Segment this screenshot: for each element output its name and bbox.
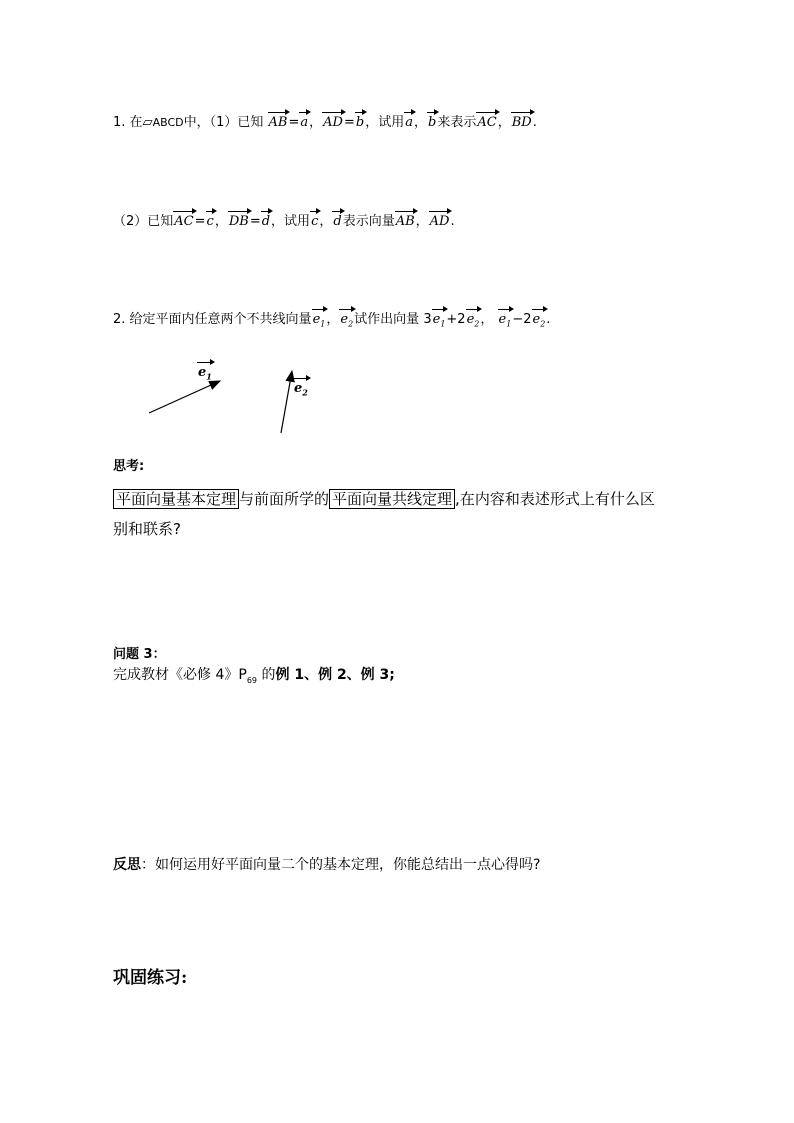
vector-AD: AD xyxy=(429,212,451,232)
problem-3-heading: 问题 3： xyxy=(113,647,166,662)
vector-c: c xyxy=(310,212,319,232)
vector-e2: $e_2$ xyxy=(339,310,354,335)
consolidation-heading: 巩固练习: xyxy=(113,968,188,988)
reflection: 反思：如何运用好平面向量二个的基本定理，你能总结出一点心得吗? xyxy=(113,857,541,873)
question-number: 1. xyxy=(113,115,126,130)
question-2: 2. 给定平面内任意两个不共线向量$e_1$，$e_2$试作出向量 $3e_1+2e_2$， $e_1-2e_2$. xyxy=(113,310,550,335)
vector-AD: AD xyxy=(322,113,344,133)
boxed-term: 平面向量共线定理 xyxy=(329,489,455,509)
figure-label-e2: $e_2$ xyxy=(293,379,309,403)
think-heading: 思考: xyxy=(113,459,145,474)
question-1: 1. 在▱ABCD中，（1）已知 AB=a，AD=b，试用a，b来表示AC，BD. xyxy=(113,113,537,133)
vector-c: c xyxy=(206,212,215,232)
vector-a: a xyxy=(404,113,414,133)
vector-a: a xyxy=(299,113,309,133)
vector-AB: AB xyxy=(395,212,416,232)
vector-d: d xyxy=(332,212,342,232)
vector-e1: $e_1$ xyxy=(312,310,327,335)
vector-e1: $e_1$ xyxy=(498,310,513,335)
figure-label-e1: $e_1$ xyxy=(197,363,213,387)
vector-figure xyxy=(140,358,340,438)
vector-AC: AC xyxy=(173,212,194,232)
vector-b: b xyxy=(427,113,437,133)
think-question: 平面向量基本定理 与前面所学的 平面向量共线定理 ,在内容和表述形式上有什么区 别和联系? xyxy=(113,490,655,538)
vector-e1: $e_1$ xyxy=(432,310,447,335)
question-number: 2. xyxy=(113,312,126,327)
problem-3-text: 完成教材《必修 4》$P_{69}$ 的例 1、例 2、例 3; xyxy=(113,667,395,685)
vector-DB: DB xyxy=(228,212,250,232)
question-1-part-2: （2）已知AC=c，DB=d，试用c，d表示向量AB，AD. xyxy=(113,212,455,232)
vector-BD: BD xyxy=(511,113,533,133)
boxed-term: 平面向量基本定理 xyxy=(113,489,239,509)
vector-d: d xyxy=(261,212,271,232)
vector-b: b xyxy=(355,113,365,133)
vector-AB: AB xyxy=(268,113,289,133)
vector-AC: AC xyxy=(476,113,497,133)
vector-e2-arrow xyxy=(281,371,292,433)
vector-e2: $e_2$ xyxy=(532,310,547,335)
parallelogram-symbol: ▱ xyxy=(142,115,153,130)
vector-e2: $e_2$ xyxy=(466,310,481,335)
